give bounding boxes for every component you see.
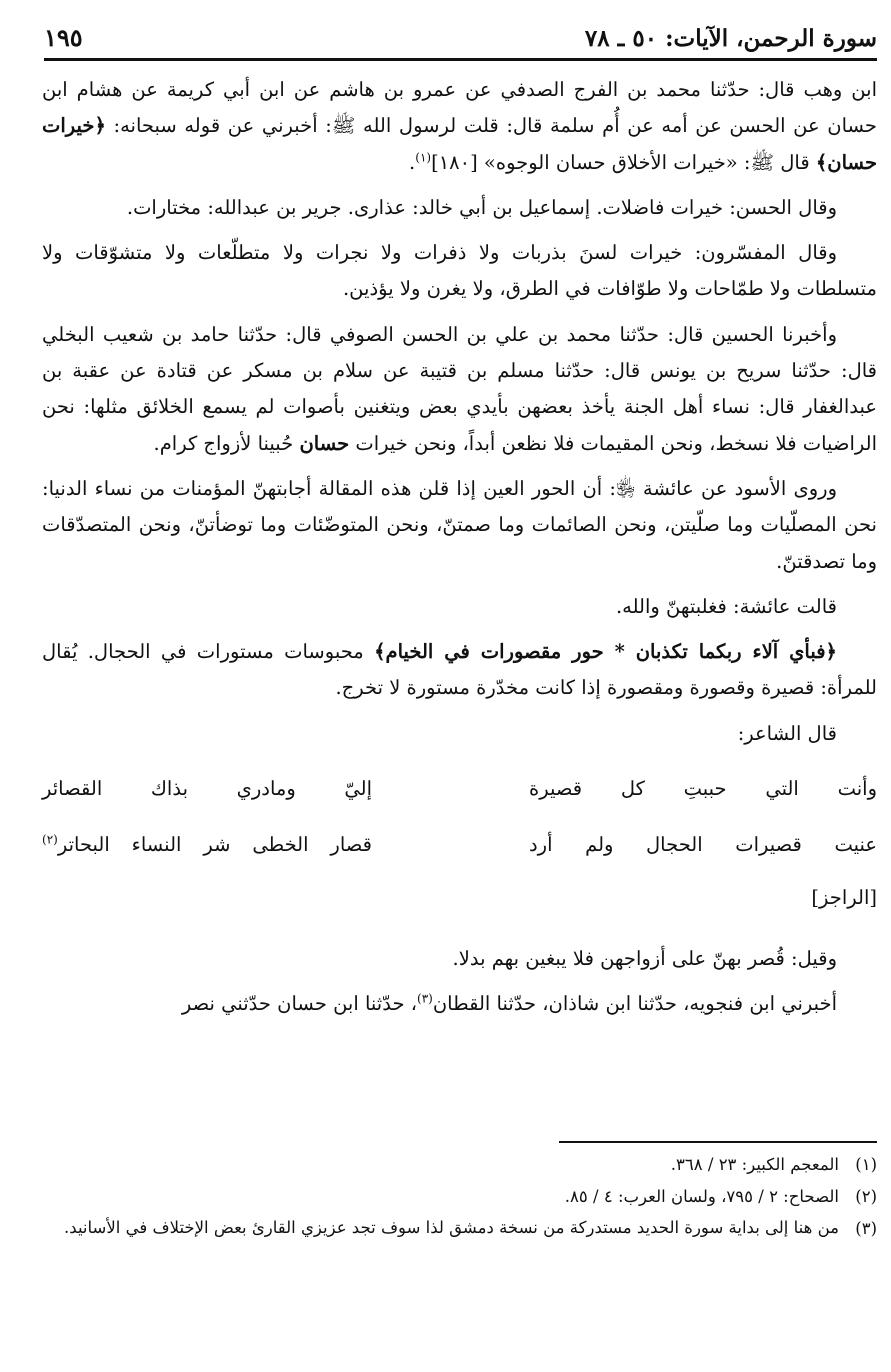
verse-hemistich-first: عنيت قصيرات الحجال ولم أرد (529, 832, 877, 856)
emphasis: حسان (299, 431, 350, 455)
text-run: وقيل: قُصر بهنّ على أزواجهن فلا يبغين بهم بدلا. (452, 947, 837, 971)
paragraph-8 (42, 716, 877, 752)
paragraph-5 (42, 471, 877, 580)
poem-verse-1 (42, 761, 877, 817)
footnote-1 (42, 1150, 877, 1180)
paragraph-4 (42, 317, 877, 462)
meter-label: [الراجز] (811, 885, 877, 909)
paragraph-3 (42, 235, 877, 308)
text-run: وروى الأسود عن عائشة ﵂: أن الحور العين إذا قلن هذه المقالة أجابتهنّ المؤمنات من نساء الدنيا: نحن المصلّيات وما صلّيتن، ونحن الصائمات وما صمتنّ، ونحن المتوضّئات وما توضأتنّ، ونحن المتصدّقات وما تصدقتنّ. (42, 476, 877, 573)
footnote-number: (٢) (855, 1187, 877, 1206)
header-rule (44, 58, 877, 61)
footnote-ref: (٢) (42, 832, 58, 847)
paragraph-2 (42, 190, 877, 226)
footnote-number: (٣) (855, 1219, 877, 1238)
verse-hemistich-second (42, 827, 372, 863)
running-header (44, 16, 877, 52)
text-run: ، حدّثنا ابن حسان حدّثني نصر (181, 992, 417, 1016)
footnotes (42, 1150, 877, 1246)
page-number: ١٩٥ (44, 23, 83, 52)
text-run: ابن وهب قال: حدّثنا محمد بن الفرج الصدفي عن عمرو بن هاشم عن ابن أبي كريمة عن هشام ابن حسان عن الحسن عن أمه عن أُم سلمة قال: قلت لرسول الله ﷺ: أخبرني عن قوله سبحانه: (42, 78, 877, 138)
paragraph-1 (42, 72, 877, 181)
paragraph-6 (42, 589, 877, 625)
text-run: . (409, 150, 416, 174)
footnote-text: المعجم الكبير: ٢٣ / ٣٦٨. (670, 1155, 839, 1174)
footnote-text: من هنا إلى بداية سورة الحديد مستدركة من نسخة دمشق لذا سوف تجد عزيزي القارئ بعض الإختلاف في الأسانيد. (64, 1218, 839, 1237)
text-run: محبوسات مستورات في الحجال. يُقال للمرأة: قصيرة وقصورة ومقصورة إذا كانت مخدّرة مستورة لا تخرج. (42, 640, 877, 700)
paragraph-9 (42, 941, 877, 977)
text-run: قال ﷺ: «خيرات الأخلاق حسان الوجوه» [١٨٠] (431, 150, 816, 174)
poem-verse-2 (42, 817, 877, 873)
footnote-ref: (١) (415, 150, 432, 165)
footnote-2 (42, 1182, 877, 1212)
paragraph-7 (42, 634, 877, 707)
text-run: أخبرني ابن فنجويه، حدّثنا ابن شاذان، حدّثنا القطان (432, 992, 837, 1016)
text-run: وأخبرنا الحسين قال: حدّثنا محمد بن علي بن الحسن الصوفي قال: حدّثنا حامد بن شعيب البخلي قال: حدّثنا سريح بن يونس قال: حدّثنا مسلم بن قتيبة عن سلام بن مسكر عن قتادة عن عقبة بن عبدالغفار قال: نساء أهل الجنة يأخذ بعضهن بأيدي بعض ويتغنين بأصوات لم يسمع الخلائق مثلها: نحن الراضيات فلا نسخط، ونحن المقيمات فلا نظعن أبداً، ونحن خيرات (42, 322, 877, 455)
footnote-rule (559, 1141, 877, 1143)
text-run: قال الشاعر: (737, 721, 837, 745)
main-text (42, 72, 877, 1032)
footnote-ref: (٣) (417, 991, 433, 1006)
paragraph-10 (42, 986, 877, 1022)
footnote-number: (١) (855, 1155, 877, 1174)
text-run: حُبينا لأزواج كرام. (153, 431, 300, 455)
poem-meter (42, 873, 877, 923)
quran-quote: ﴿خيرات حسان﴾ (42, 114, 877, 174)
text-run: وقال المفسّرون: خيرات لسنَ بذربات ولا ذفرات ولا نجرات ولا متطلّعات ولا متشوّقات ولا متسلطات ولا طمّاحات ولا طوّافات في الطرق، ولا يغرن ولا يؤذين. (42, 241, 877, 301)
footnote-text: الصحاح: ٢ / ٧٩٥، ولسان العرب: ٤ / ٨٥. (564, 1187, 839, 1206)
footnote-3 (42, 1214, 877, 1244)
running-title: سورة الرحمن، الآيات: ٥٠ ـ ٧٨ (584, 25, 877, 52)
poem (42, 761, 877, 923)
verse-hemistich-first: وأنت التي حببتِ كل قصيرة (529, 776, 877, 800)
quran-quote: ﴿فبأي آلاء ربكما تكذبان * حور مقصورات في الخيام﴾ (374, 640, 837, 664)
book-page (36, 0, 877, 1372)
text-run: قالت عائشة: فغلبتهنّ والله. (615, 594, 837, 618)
text-run: وقال الحسن: خيرات فاضلات. إسماعيل بن أبي خالد: عذارى. جرير بن عبدالله: مختارات. (126, 195, 837, 219)
verse-hemistich-second: إليّ ومادري بذاك القصائر (42, 776, 372, 800)
verse-text: قصار الخطى شر النساء البحاتر (57, 832, 372, 856)
